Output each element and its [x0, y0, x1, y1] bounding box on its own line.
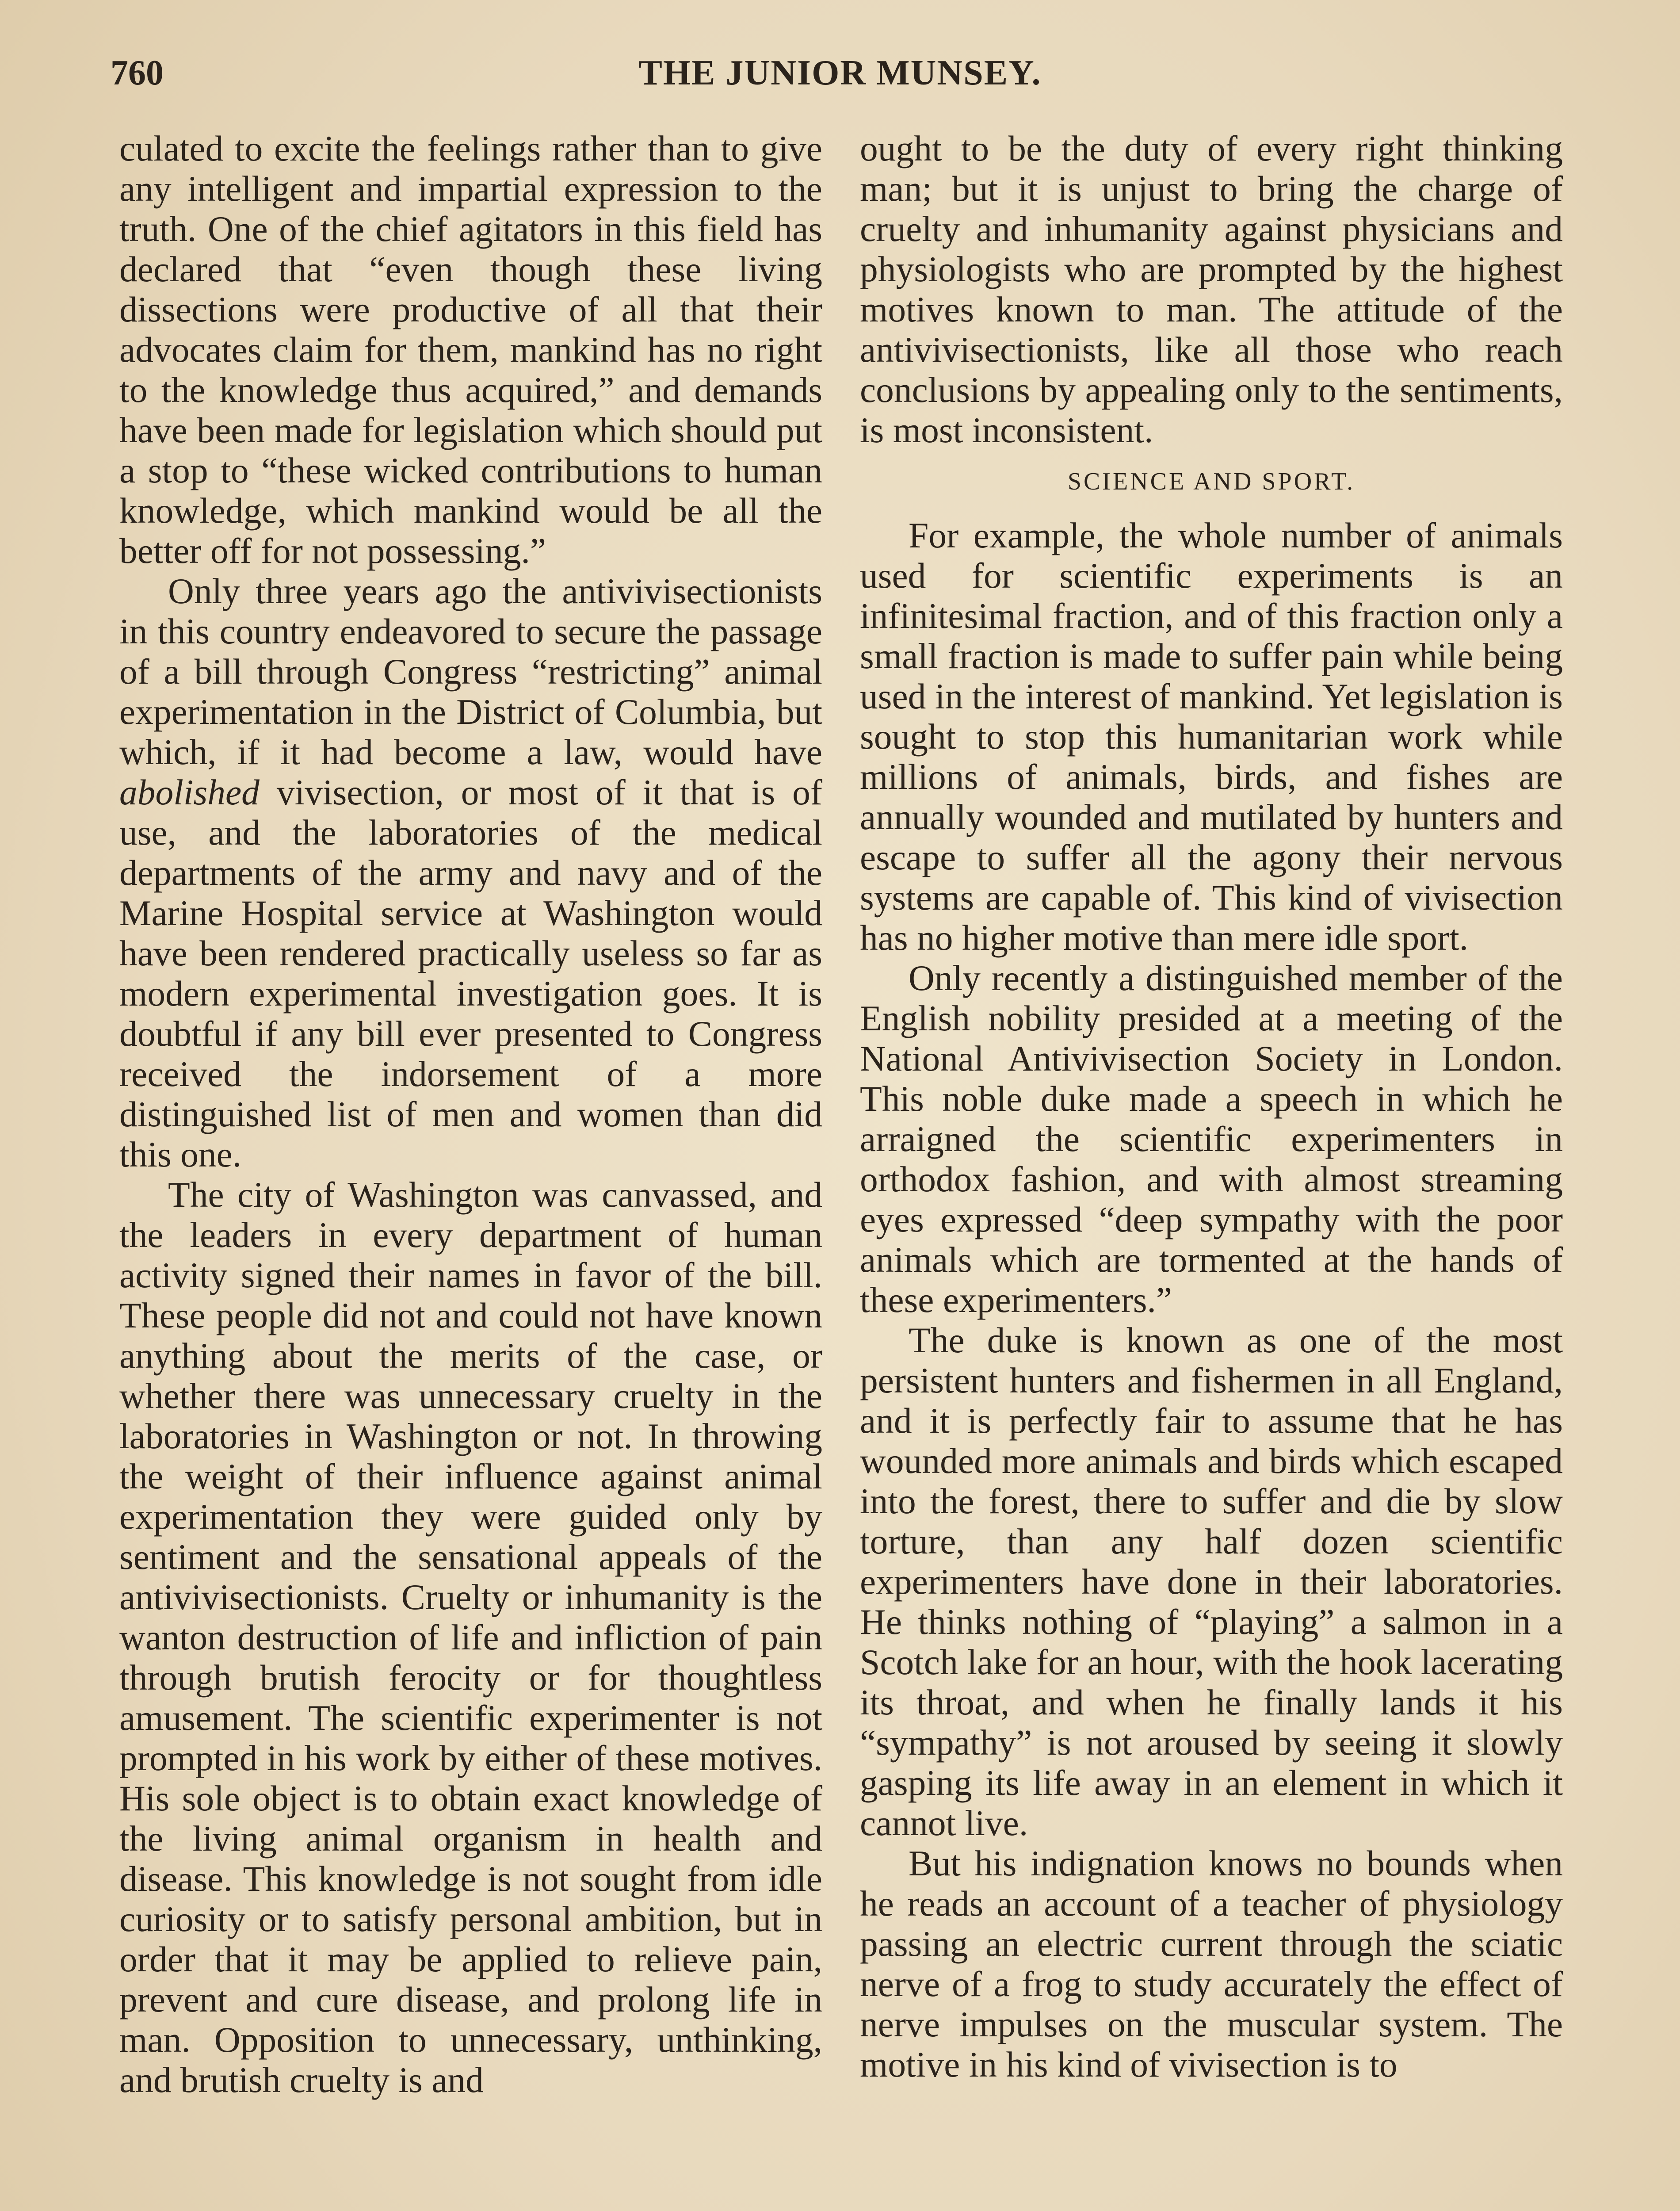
right-paragraph-1: ought to be the duty of every right thinking man; but it is unjust to bring the charge of cruelty and inhumanity against physicians and physiologists who are prompted by the highest motives known to man. The attitude of the antivivisectionists, like all those who reach conclusions by appealing only to the sentiments, is most inconsistent. — [860, 128, 1563, 450]
left-paragraph-2-text-b: vivisection, or most of it that is of use, and the laboratories of the medical departments of the army and navy and of the Marine Hospital service at Washington would have been rendered practically useless so far as modern experimental investigation goes. It is doubtful if any bill ever presented to Congress received the indorsement of a more distinguished list of men and women than did this one. — [119, 772, 822, 1174]
right-paragraph-3: Only recently a distinguished member of the English nobility presided at a meeting of the National Antivivisection Society in London. This noble duke made a speech in which he arraigned the scientific experimenters in orthodox fashion, and with almost streaming eyes expressed “deep sympathy with the poor animals which are tormented at the hands of these experimenters.” — [860, 958, 1563, 1320]
right-column — [860, 128, 1563, 2085]
left-paragraph-3: The city of Washington was canvassed, and the leaders in every department of human activity signed their names in favor of the bill. These people did not and could not have known anything about the merits of the case, or whether there was unnecessary cruelty in the laboratories in Washington or not. In throwing the weight of their influence against animal experimentation they were guided only by sentiment and the sensational appeals of the antivivisectionists. Cruelty or inhumanity is the wanton destruction of life and infliction of pain through brutish ferocity or for thoughtless amusement. The scientific experimenter is not prompted in his work by either of these motives. His sole object is to obtain exact knowledge of the living animal organism in health and disease. This knowledge is not sought from idle curiosity or to satisfy personal ambition, but in order that it may be applied to relieve pain, prevent and cure disease, and prolong life in man. Opposition to unnecessary, unthinking, and brutish cruelty is and — [119, 1174, 822, 2100]
page-number: 760 — [111, 54, 164, 92]
right-paragraph-5: But his indignation knows no bounds when he reads an account of a teacher of physiology passing an electric current through the sciatic nerve of a frog to study accurately the effect of nerve impulses on the muscular system. The motive in his kind of vivisection is to — [860, 1843, 1563, 2085]
left-paragraph-2-text-a: Only three years ago the antivivisectionists in this country endeavored to secure the passage of a bill through Congress “restricting” animal experimentation in the District of Columbia, but which, if it had become a law, would have — [119, 571, 822, 772]
section-heading: SCIENCE AND SPORT. — [1067, 468, 1355, 495]
italic-word: abolished — [119, 772, 260, 812]
right-paragraph-2: For example, the whole number of animals used for scientific experiments is an infinitesimal fraction, and of this fraction only a small fraction is made to suffer pain while being used in the interest of mankind. Yet legislation is sought to stop this humanitarian work while millions of animals, birds, and fishes are annually wounded and mutilated by hunters and escape to suffer all the agony their nervous systems are capable of. This kind of vivisection has no higher motive than mere idle sport. — [860, 515, 1563, 958]
left-column — [119, 128, 822, 2100]
left-paragraph-1: culated to excite the feelings rather than to give any intelligent and impartial expression to the truth. One of the chief agitators in this field has declared that “even though these living dissections were productive of all that their advocates claim for them, mankind has no right to the knowledge thus acquired,” and demands have been made for legislation which should put a stop to “these wicked contributions to human knowledge, which mankind would be all the better off for not possessing.” — [119, 128, 822, 571]
right-paragraph-4: The duke is known as one of the most persistent hunters and fishermen in all England, and it is perfectly fair to assume that he has wounded more animals and birds which escaped into the forest, there to suffer and die by slow torture, than any half dozen scientific experimenters have done in their laboratories. He thinks nothing of “playing” a salmon in a Scotch lake for an hour, with the hook lacerating its throat, and when he finally lands it his “sympathy” is not aroused by seeing it slowly gasping its life away in an element in which it cannot live. — [860, 1320, 1563, 1843]
running-head: THE JUNIOR MUNSEY. — [638, 54, 1042, 92]
left-paragraph-2 — [119, 571, 822, 1174]
page-header — [111, 53, 1569, 102]
